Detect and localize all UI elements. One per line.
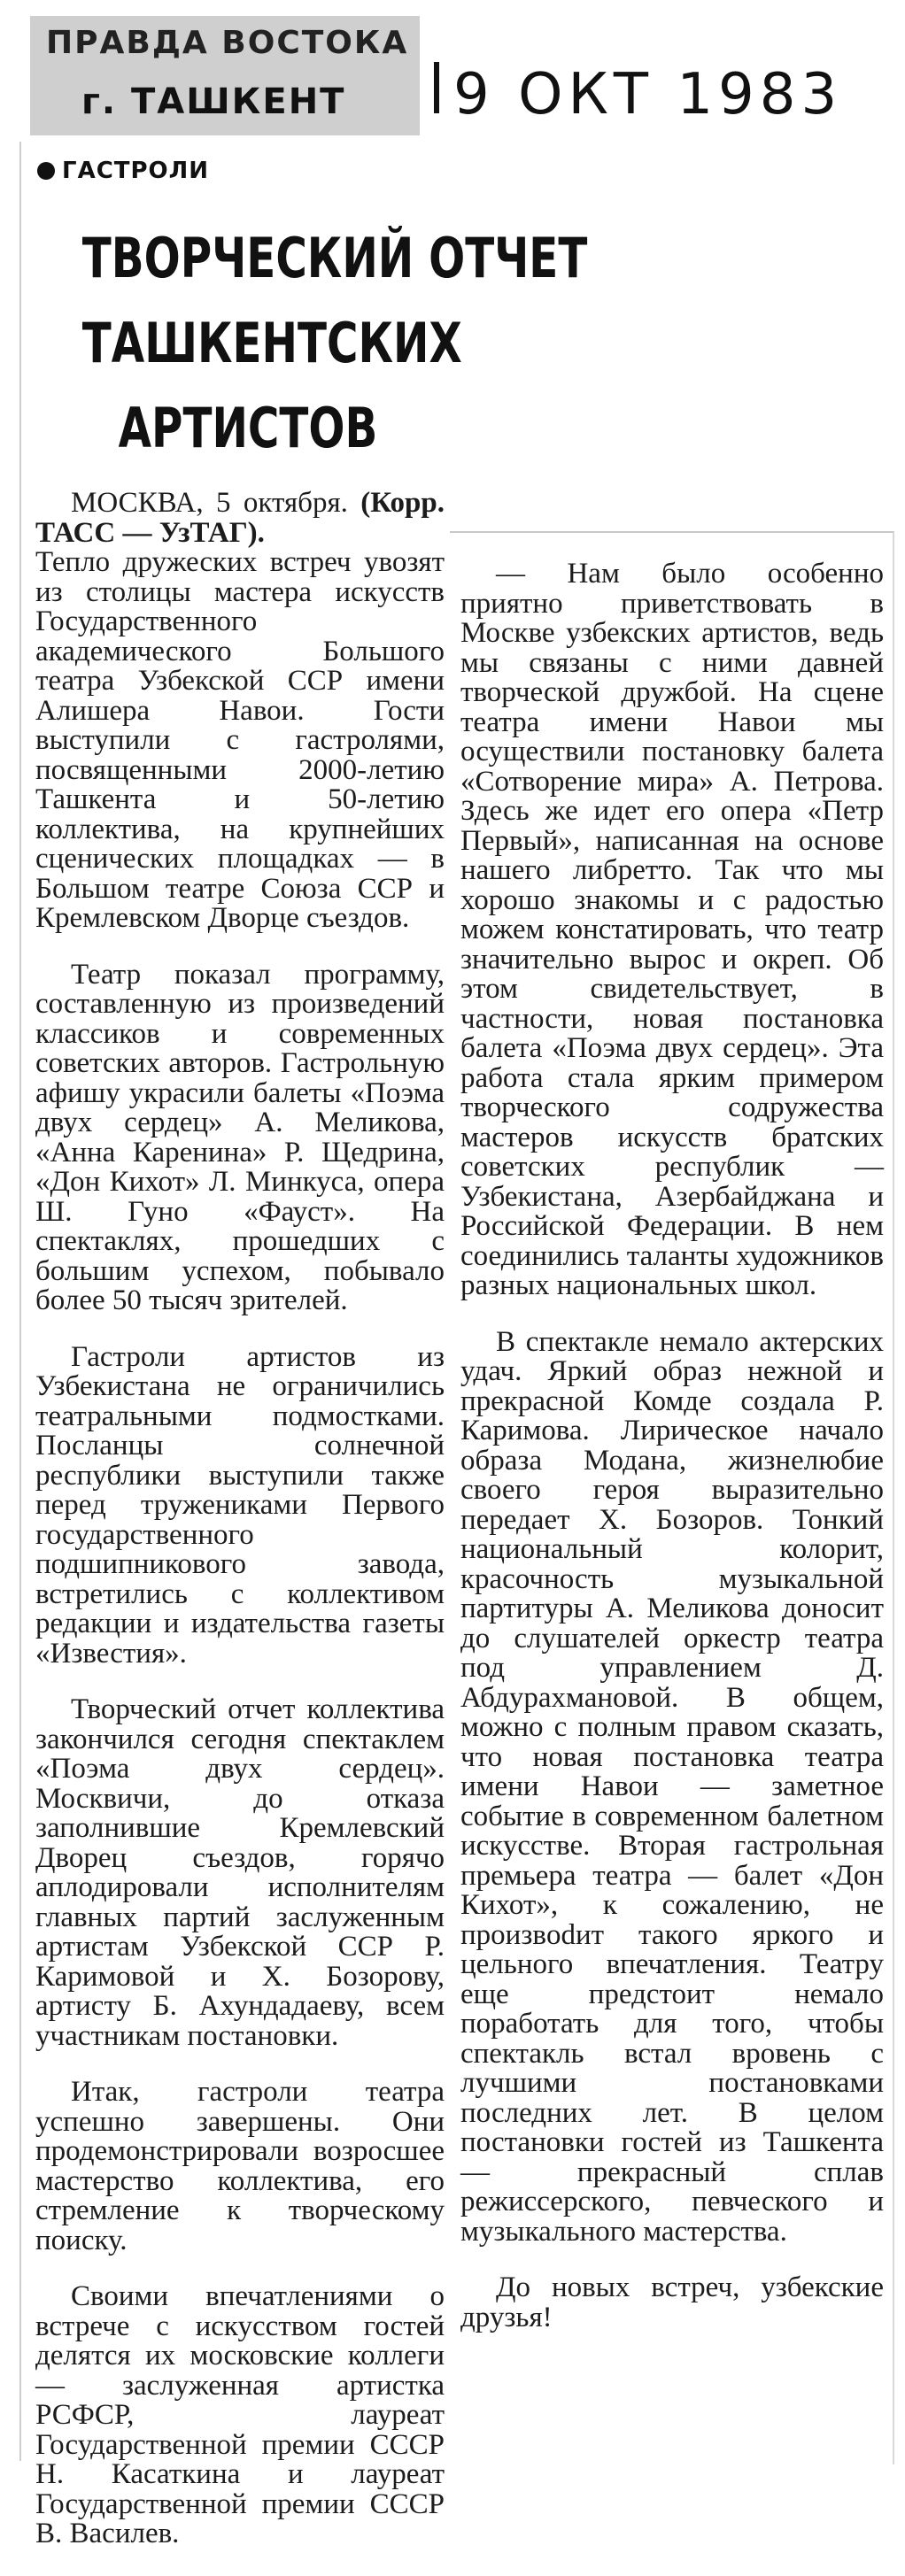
dateline-place: МОСКВА, 5 октября. xyxy=(71,487,348,519)
paragraph: Тепло дружеских встреч увозят из столицы мастера искусств Государственного академического Большого театра Узбекской ССР имени Алишера Навои. Гости выступили с гастролями, посвященными 2000-летию Ташкента и 50-летию коллектива, на крупнейших сценических площадках — в Большом театре Союза ССР и Кремлевском Дворце съездов. xyxy=(35,546,445,934)
dateline-source: (Корр. ТАСС — УзТАГ). xyxy=(35,487,445,549)
newspaper-city: г. ТАШКЕНТ xyxy=(81,81,346,122)
right-column xyxy=(460,559,884,2359)
paragraph: В спектакле немало актерских удач. Яркий образ нежной и прекрасной Комде создала Р. Каримова. Лирическое начало образа Модана, жизнелюбие своего героя выразительно передает Х. Бозоров. Тонкий национальный колорит, красочность музыкальной партитуры А. Меликова доносит до слушателей оркестр театра под управлением Д. Абдурахмановой. В общем, можно с полным правом сказать, что новая постановка театра имени Навои — заметное событие в современном балетном искусстве. Вторая гастрольная премьера театра — балет «Дон Кихот», к сожалению, не произвodит такого яркого и цельного впечатления. Театру еще предстоит немало поработать для того, чтобы спектакль встал вровень с лучшими постановками последних лет. В целом постановки гостей из Ташкента — прекрасный сплав режиссерского, певческого и музыкального мастерства. xyxy=(460,1325,884,2248)
paragraph: До новых встреч, узбекские друзья! xyxy=(460,2271,884,2333)
date-stamp-text: 9 ОКТ 1983 xyxy=(453,62,843,127)
paragraph: Своими впечатлениями о встрече с искусством гостей делятся их московские коллеги — заслуженная артистка РСФСР, лауреат Государственной премии СССР Н. Касаткина и лауреат Государственной премии СССР В. Василев. xyxy=(35,2280,445,2549)
dateline xyxy=(35,489,445,548)
paragraph: Театр показал программу, составленную из произведений классиков и современных советских авторов. Гастрольную афишу украсили балеты «Поэма двух сердец» А. Меликова, «Анна Каренина» Р. Щедрина, «Дон Кихот» Л. Минкуса, опера Ш. Гуно «Фауст». На спектаклях, прошедших с большим успехом, побывало более 50 тысяч зрителей. xyxy=(35,958,445,1316)
headline-line: ТВОРЧЕСКИЙ ОТЧЕТ xyxy=(81,226,588,290)
headline-line: ТАШКЕНТСКИХ xyxy=(81,311,462,375)
clipping-edge xyxy=(19,142,21,2461)
date-stamp xyxy=(434,62,842,127)
newspaper-name: ПРАВДА ВОСТОКА xyxy=(46,25,409,61)
masthead-stamp xyxy=(30,16,420,135)
rubric xyxy=(37,158,209,184)
stamp-mark xyxy=(434,62,439,113)
rubric-label: ГАСТРОЛИ xyxy=(62,158,210,184)
headline-line: АРТИСТОВ xyxy=(118,396,378,460)
bullet-icon xyxy=(37,162,55,180)
paragraph: Итак, гастроли театра успешно завершены. Они продемонстрировали возросшее мастерство коллектива, его стремление к творческому поиску. xyxy=(35,2076,445,2256)
left-column xyxy=(35,489,445,2576)
paragraph: — Нам было особенно приятно приветствовать в Москве узбекских артистов, ведь мы связаны с ними давней творческой дружбой. На сцене театра имени Навои мы осуществили постановку балета «Сотворение мира» А. Петрова. Здесь же идет его опера «Петр Первый», написанная на основе нашего либретто. Так что мы хорошо знакомы и с радостью можем констатировать, что театр значительно вырос и окреп. Об этом свидетельствует, в частности, новая постановка балета «Поэма двух сердец». Эта работа стала ярким примером творческого содружества мастеров искусств братских советских республик — Узбекистана, Азербайджана и Российской Федерации. В нем соединились таланты художников разных национальных школ. xyxy=(460,558,884,1301)
paragraph: Гастроли артистов из Узбекистана не ограничились театральными подмостками. Посланцы солнечной республики выступили также перед тружениками Первого государственного подшипникового завода, встретились с коллективом редакции и издательства газеты «Известия». xyxy=(35,1340,445,1670)
paragraph: Творческий отчет коллектива закончился сегодня спектаклем «Поэма двух сердец». Москвичи, до отказа заполнившие Кремлевский Дворец съездов, горячо аплодировали исполнителям главных партий заслуженным артистам Узбекской ССР Р. Каримовой и Х. Бозорову, артисту Б. Ахундадаеву, всем участникам постановки. xyxy=(35,1693,445,2052)
headline xyxy=(81,216,588,471)
